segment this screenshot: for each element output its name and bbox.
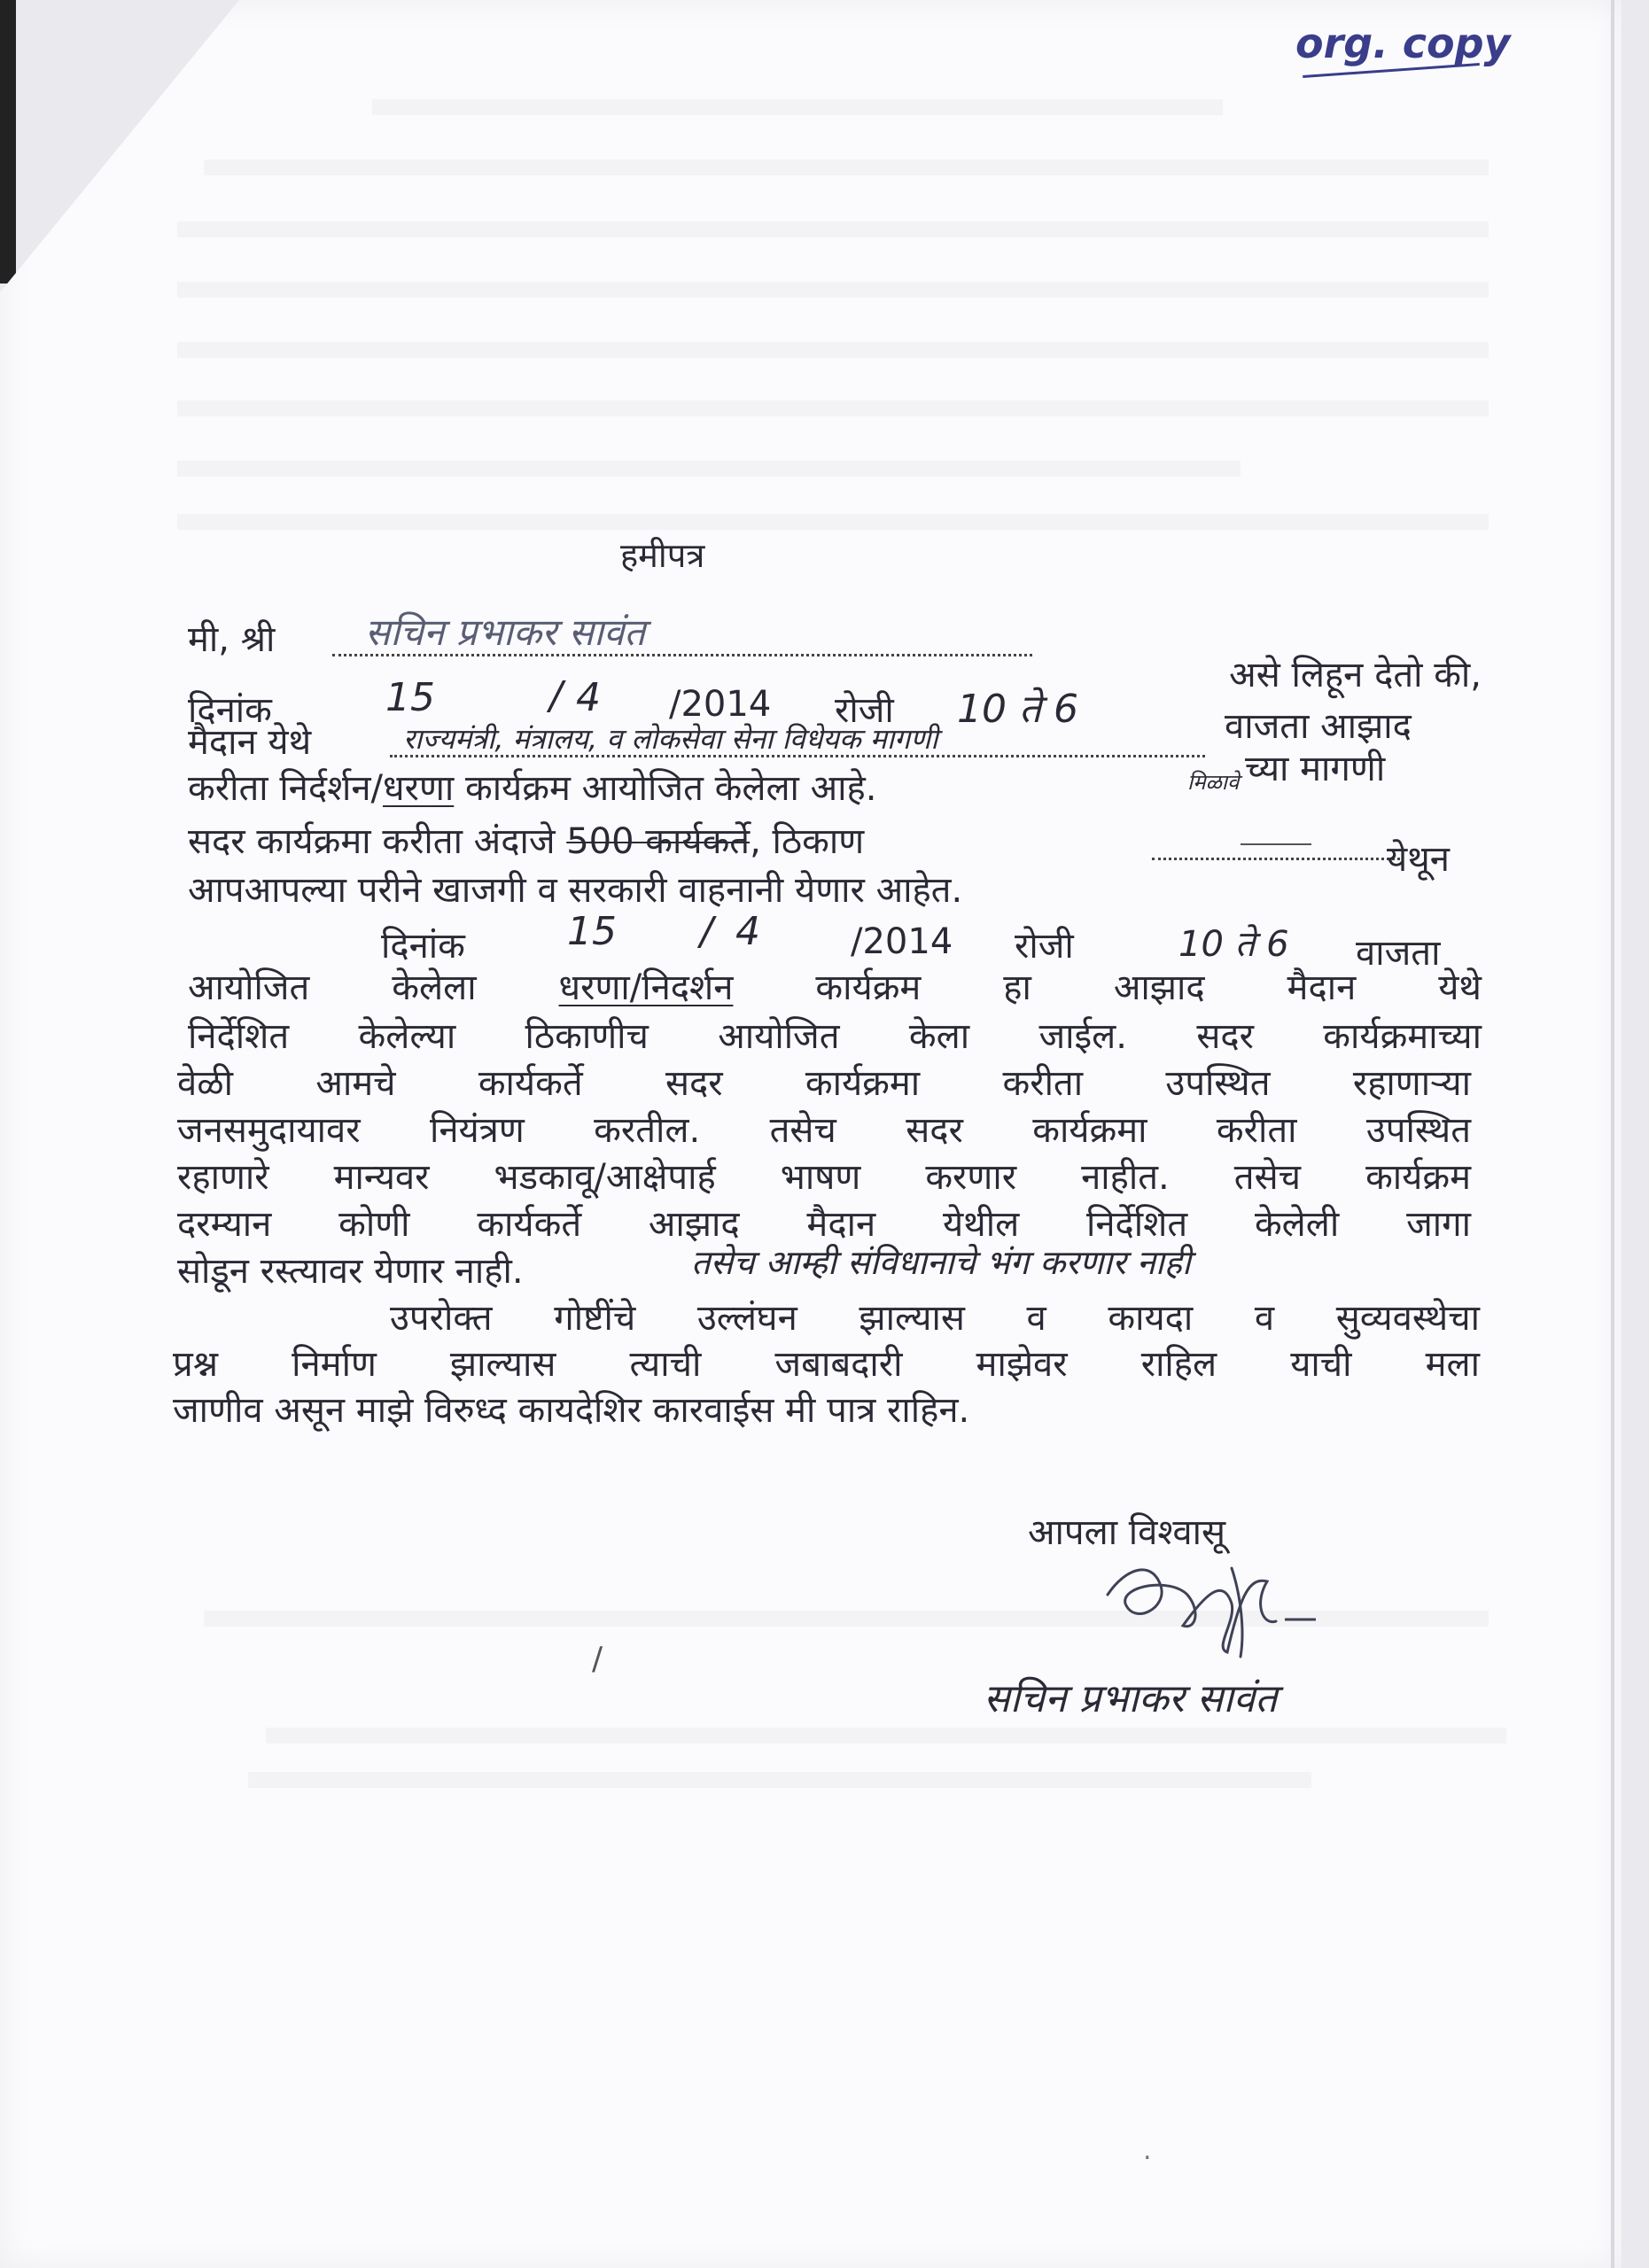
show-through-line — [177, 461, 1241, 477]
org-copy-stamp: org. copy — [1295, 19, 1511, 67]
date-label: दिनांक — [188, 690, 272, 731]
paper-right-edge — [1611, 0, 1614, 2268]
year-value: /2014 — [669, 684, 772, 725]
demand-handwritten-2: मिळावे — [1187, 770, 1240, 795]
month-value: 4 — [576, 675, 601, 720]
show-through-line — [177, 514, 1489, 530]
line5-text: सदर कार्यक्रमा करीता अंदाजे — [188, 821, 556, 862]
line5-yethun: येथून — [1387, 839, 1450, 880]
para2-line7: दरम्यान कोणी कार्यकर्ते आझाद मैदान येथील निर्देशित केलेली जागा — [177, 1204, 1471, 1245]
name-dotted-line — [332, 654, 1032, 656]
p2-day-value: 15 — [567, 909, 617, 954]
demand-dotted-line — [390, 755, 1205, 757]
stray-mark: / — [592, 1641, 603, 1677]
show-through-line — [266, 1728, 1506, 1744]
para1-line4 — [188, 762, 876, 811]
p2-year-value: /2014 — [851, 921, 953, 962]
l2-underlined: धरणा/निदर्शन — [558, 967, 734, 1008]
para3-line2: प्रश्न निर्माण झाल्यास त्याची जबाबदारी माझेवर राहिल याची मला — [173, 1344, 1480, 1385]
show-through-line — [177, 221, 1489, 237]
day-value: 15 — [385, 675, 435, 720]
signature — [1099, 1542, 1347, 1666]
show-through-line — [177, 282, 1489, 298]
para2-line3: निर्देशित केलेल्या ठिकाणीच आयोजित केला जाईल. सदर कार्यक्रमाच्या — [188, 1016, 1482, 1057]
place-dotted-line — [1152, 858, 1400, 860]
para2-line8: सोडून रस्त्यावर येणार नाही. — [177, 1251, 524, 1292]
show-through-line — [372, 99, 1223, 115]
l2-text-b: कार्यक्रम हा आझाद मैदान येथे — [815, 967, 1482, 1008]
place-dash — [1241, 843, 1311, 845]
time-after-text: वाजता आझाद — [1225, 706, 1412, 747]
para2-handwritten-addition: तसेच आम्ही संविधानाचे भंग करणार नाही — [691, 1243, 1191, 1282]
closing-yours: आपला विश्वासू — [1028, 1512, 1226, 1553]
para2-line2 — [188, 961, 1482, 1010]
applicant-name: सचिन प्रभाकर सावंत — [365, 610, 646, 654]
p2-time: 10 ते 6 — [1178, 924, 1289, 965]
after-name-text: असे लिहून देतो की, — [1229, 655, 1482, 695]
p2-day-month-sep: / — [700, 909, 713, 954]
para3-line1: उपरोक्त गोष्टींचे उल्लंघन झाल्यास व कायदा व सुव्यवस्थेचा — [390, 1298, 1480, 1339]
show-through-line — [204, 159, 1489, 175]
show-through-line — [177, 400, 1489, 416]
l2-text-a: आयोजित केलेला — [188, 967, 477, 1008]
p2-time-after: वाजता — [1356, 933, 1441, 974]
line4-underlined: धरणा — [383, 768, 455, 809]
show-through-line — [177, 342, 1489, 358]
para2-line4: वेळी आमचे कार्यकर्ते सदर कार्यक्रमा करीता उपस्थित रहाणाऱ्या — [177, 1063, 1471, 1104]
demand-handwritten: राज्यमंत्री, मंत्रालय, व लोकसेवा सेना विधेयक मागणी — [403, 722, 938, 756]
stray-dots: . — [1143, 2135, 1152, 2166]
background-edge — [0, 0, 16, 284]
para3-line3: जाणीव असून माझे विरुध्द कायदेशिर कारवाईस मी पात्र राहिन. — [173, 1390, 970, 1431]
line4-end: कार्यक्रम आयोजित केलेला आहे. — [464, 768, 877, 809]
document-title: हमीपत्र — [620, 536, 705, 575]
time-value: 10 ते 6 — [957, 687, 1079, 732]
p2-roji: रोजी — [1015, 926, 1074, 967]
demand-after-text: च्या मागणी — [1245, 749, 1386, 789]
roji-label: रोजी — [835, 690, 894, 731]
signatory-name: सचिन प्रभाकर सावंत — [984, 1676, 1278, 1721]
line5-struck: 500 कार्यकर्ते — [566, 821, 751, 862]
para2-line6: रहाणारे मान्यवर भडकावू/आक्षेपार्ह भाषण करणार नाहीत. तसेच कार्यक्रम — [177, 1157, 1471, 1198]
para2-line5: जनसमुदायावर नियंत्रण करतील. तसेच सदर कार्यक्रमा करीता उपस्थित — [177, 1110, 1471, 1151]
line4-text: करीता निर्दर्शन/ — [188, 768, 383, 809]
line5-place-label: , ठिकाण — [750, 821, 865, 862]
show-through-line — [248, 1772, 1311, 1788]
intro-label: मी, श्री — [188, 619, 276, 660]
day-month-sep: / — [549, 673, 563, 718]
p2-month-value: 4 — [735, 909, 760, 954]
para1-line5 — [188, 815, 864, 864]
p2-date-label: दिनांक — [381, 926, 465, 967]
maidan-label: मैदान येथे — [188, 722, 312, 763]
para1-line6: आपआपल्या परीने खाजगी व सरकारी वाहनानी येणार आहेत. — [188, 870, 963, 911]
